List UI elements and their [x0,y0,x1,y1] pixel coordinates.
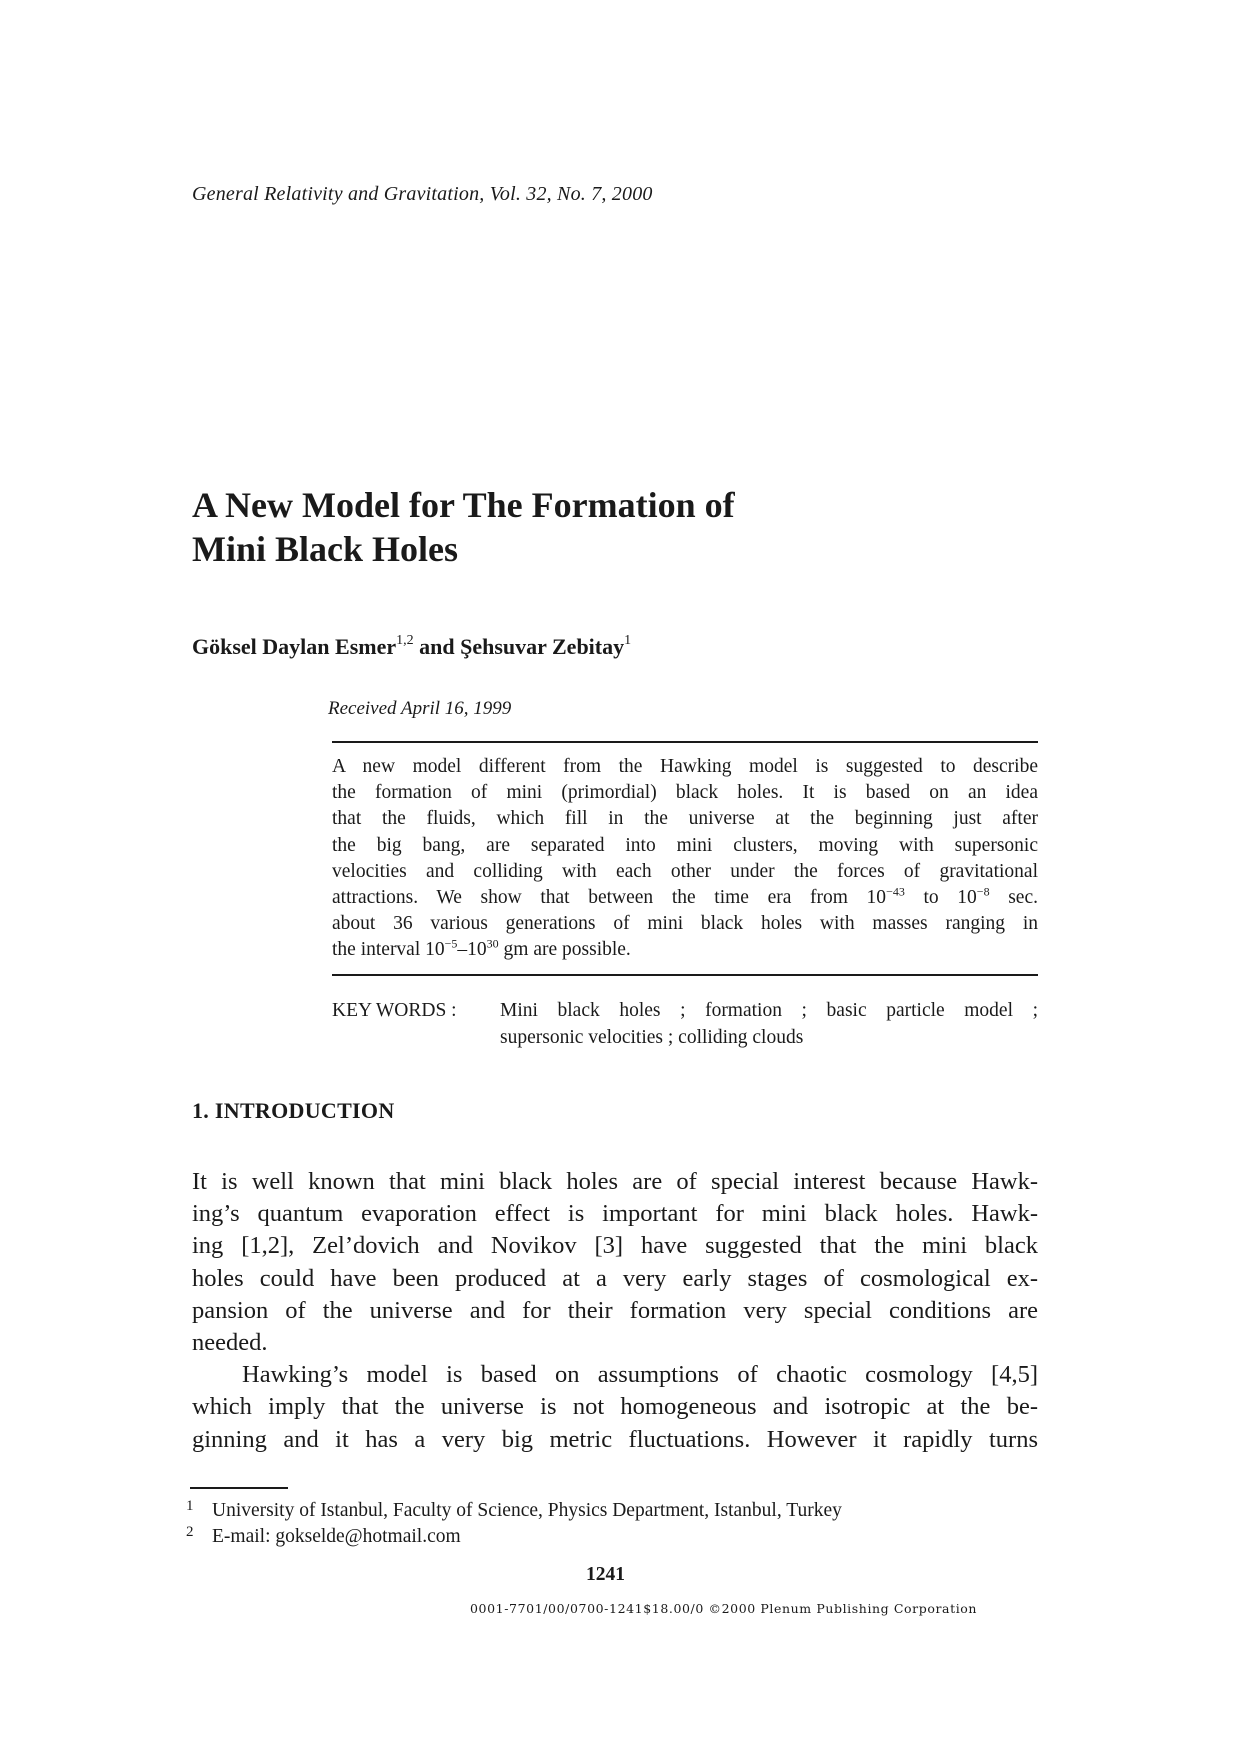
title-line: A New Model for The Formation of [192,485,735,525]
body-line: ing’s quantum evaporation effect is important for mini black holes. Hawk- [192,1200,1038,1228]
section-heading: 1. INTRODUCTION [192,1098,395,1123]
body-line: holes could have been produced at a very early stages of cosmological ex- [192,1264,1038,1292]
journal-header: General Relativity and Gravitation, Vol. 32, No. 7, 2000 [192,183,653,205]
paper-title [192,483,735,571]
body-line: Hawking’s model is based on assumptions of chaotic cosmology [4,5] [242,1361,1038,1389]
abstract-line [332,937,1038,963]
received-date: Received April 16, 1999 [328,698,512,719]
abstract-text: sec. [989,886,1038,908]
abstract-bottom-rule [332,974,1038,976]
footnote-rule [190,1487,288,1489]
body-line: pansion of the universe and for their formation very special conditions are [192,1296,1038,1324]
abstract-line: velocities and colliding with each other under the forces of gravitational [332,860,1038,882]
exponent: 30 [486,936,499,951]
copyright-line: 0001-7701/00/0700-1241$18.00/0 ©2000 Plenum Publishing Corporation [470,1601,978,1616]
title-line: Mini Black Holes [192,529,459,569]
abstract-text: gm are possible. [498,939,631,961]
abstract-top-rule [332,741,1038,743]
abstract-line: the big bang, are separated into mini clusters, moving with supersonic [332,834,1038,856]
abstract-text: to 10 [904,886,977,908]
body-line: which imply that the universe is not homogeneous and isotropic at the be- [192,1393,1038,1421]
abstract-line [332,885,1038,911]
abstract-line: the formation of mini (primordial) black holes. It is based on an idea [332,782,1038,804]
affiliation-marker: 1 [624,632,632,648]
exponent: −5 [444,936,458,951]
footnote [186,1526,461,1548]
author-list [192,634,631,660]
exponent: −43 [886,884,905,899]
footnote-text: E-mail: gokselde@hotmail.com [212,1526,461,1547]
body-line: needed. [192,1328,268,1356]
author-conjunction: and [419,634,455,659]
abstract-text: –10 [457,939,487,961]
abstract-line: A new model different from the Hawking model is suggested to describe [332,756,1038,777]
keywords-line: supersonic velocities ; colliding clouds [500,1027,804,1048]
author-name: Göksel Daylan Esmer [192,634,397,659]
affiliation-marker: 1,2 [396,632,414,648]
keywords-line: Mini black holes ; formation ; basic particle model ; [500,1000,1038,1021]
body-line: It is well known that mini black holes are of special interest because Hawk- [192,1168,1038,1195]
footnote-text: University of Istanbul, Faculty of Science, Physics Department, Istanbul, Turkey [212,1500,842,1521]
footnote [186,1500,842,1522]
abstract-line: that the fluids, which fill in the universe at the beginning just after [332,808,1038,830]
abstract-text: attractions. We show that between the time era from 10 [332,886,887,908]
keywords-text [500,997,1038,1051]
keywords-label: KEY WORDS : [332,1000,457,1021]
abstract-text: the interval 10 [332,939,445,961]
footnote-marker: 1 [186,1498,194,1514]
body-paragraphs [192,1166,1038,1456]
abstract-line: about 36 various generations of mini black holes with masses ranging in [332,913,1038,935]
body-line: ginning and it has a very big metric fluctuations. However it rapidly turns [192,1425,1038,1453]
exponent: −8 [976,884,990,899]
page-number: 1241 [586,1564,625,1585]
body-line: ing [1,2], Zel’dovich and Novikov [3] have suggested that the mini black [192,1232,1038,1260]
author-name: Şehsuvar Zebitay [460,634,625,659]
footnote-marker: 2 [186,1524,194,1540]
abstract [332,754,1038,964]
